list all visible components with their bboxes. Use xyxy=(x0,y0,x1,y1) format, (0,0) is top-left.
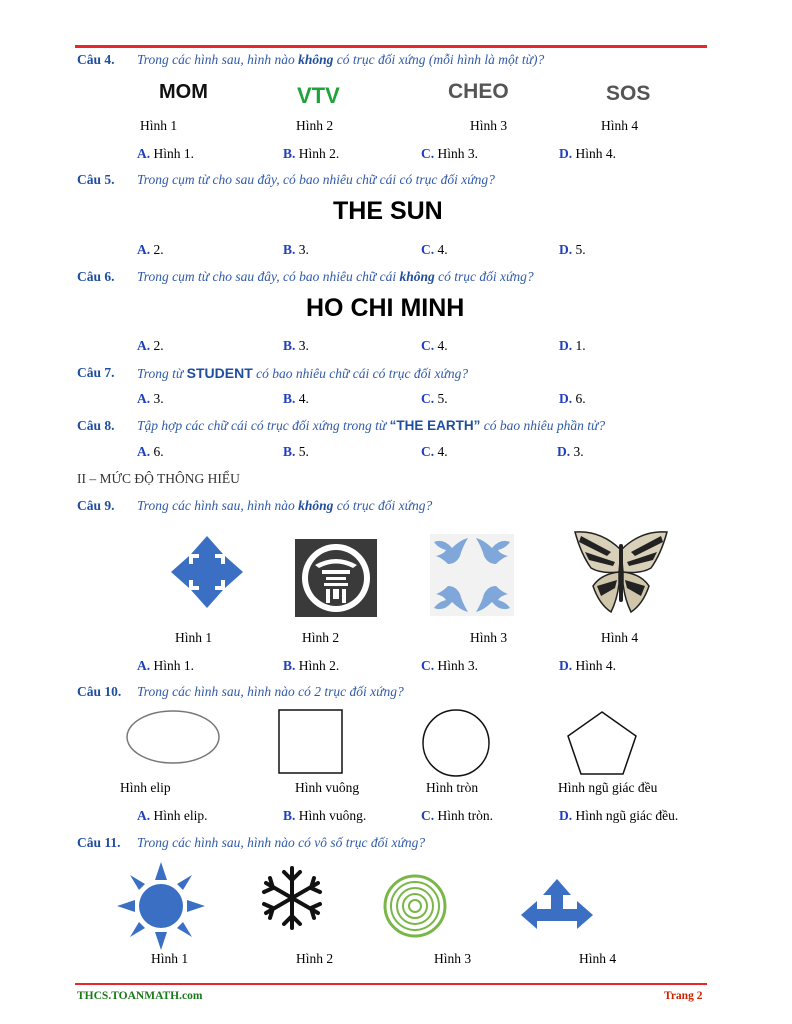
q5-option-c[interactable]: C. 4. xyxy=(421,242,448,257)
q4-caption-1: Hình 1 xyxy=(140,118,178,133)
q10-option-b[interactable]: B. Hình vuông. xyxy=(283,808,367,823)
q4-caption-2: Hình 2 xyxy=(296,118,334,133)
question-10-text: Trong các hình sau, hình nào có 2 trục đối xứng? xyxy=(137,684,404,699)
logo-vtv: VTV xyxy=(297,83,340,108)
q11-caption-2: Hình 2 xyxy=(296,951,334,966)
concentric-rings-icon xyxy=(383,874,447,938)
q8-option-a[interactable]: A. 6. xyxy=(137,444,164,459)
question-10-number: Câu 10. xyxy=(77,684,122,699)
q4-option-b[interactable]: B. Hình 2. xyxy=(283,146,340,161)
question-6-text: Trong cụm từ cho sau đây, có bao nhiêu chữ cái không có trục đối xứng? xyxy=(137,269,534,284)
question-4-number: Câu 4. xyxy=(77,52,115,67)
footer-rule xyxy=(75,983,707,985)
q10-option-c[interactable]: C. Hình tròn. xyxy=(421,808,493,823)
butterfly-icon xyxy=(571,530,671,614)
q9-option-d[interactable]: D. Hình 4. xyxy=(559,658,616,673)
q9-caption-3: Hình 3 xyxy=(470,630,508,645)
top-rule xyxy=(75,45,707,48)
square-shape xyxy=(278,709,344,775)
q6-option-d[interactable]: D. 1. xyxy=(559,338,586,353)
q9-option-b[interactable]: B. Hình 2. xyxy=(283,658,340,673)
q11-caption-3: Hình 3 xyxy=(434,951,472,966)
q5-option-a[interactable]: A. 2. xyxy=(137,242,164,257)
q10-option-a[interactable]: A. Hình elip. xyxy=(137,808,208,823)
q10-caption-square: Hình vuông xyxy=(295,780,360,795)
q6-option-b[interactable]: B. 3. xyxy=(283,338,309,353)
q6-option-c[interactable]: C. 4. xyxy=(421,338,448,353)
section-heading: II – MỨC ĐỘ THÔNG HIỂU xyxy=(77,471,240,486)
q4-option-a[interactable]: A. Hình 1. xyxy=(137,146,194,161)
four-birds-icon xyxy=(430,534,514,616)
q8-option-c[interactable]: C. 4. xyxy=(421,444,448,459)
q11-caption-4: Hình 4 xyxy=(579,951,617,966)
phrase-the-sun: THE SUN xyxy=(333,197,443,225)
q10-caption-pentagon: Hình ngũ giác đều xyxy=(558,780,658,795)
q5-option-b[interactable]: B. 3. xyxy=(283,242,309,257)
snowflake-icon xyxy=(258,864,326,932)
pentagon-shape xyxy=(566,710,638,776)
q10-caption-circle: Hình tròn xyxy=(426,780,479,795)
q9-caption-4: Hình 4 xyxy=(601,630,639,645)
q8-option-d[interactable]: D. 3. xyxy=(557,444,584,459)
q10-caption-ellipse: Hình elip xyxy=(120,780,171,795)
q10-option-d[interactable]: D. Hình ngũ giác đều. xyxy=(559,808,679,823)
question-11-number: Câu 11. xyxy=(77,835,121,850)
logo-mom: MOM xyxy=(159,81,208,103)
q11-caption-1: Hình 1 xyxy=(151,951,189,966)
q4-option-d[interactable]: D. Hình 4. xyxy=(559,146,616,161)
q9-caption-1: Hình 1 xyxy=(175,630,213,645)
q7-option-a[interactable]: A. 3. xyxy=(137,391,164,406)
three-way-arrow-icon xyxy=(521,879,593,937)
q7-option-d[interactable]: D. 6. xyxy=(559,391,586,406)
question-9-text: Trong các hình sau, hình nào không có trục đối xứng? xyxy=(137,498,433,513)
word-the-earth: “THE EARTH” xyxy=(389,418,481,433)
q9-option-c[interactable]: C. Hình 3. xyxy=(421,658,478,673)
circle-shape xyxy=(421,708,491,778)
question-5-number: Câu 5. xyxy=(77,172,115,187)
question-5-text: Trong cụm từ cho sau đây, có bao nhiêu chữ cái có trục đối xứng? xyxy=(137,172,495,187)
sun-icon xyxy=(117,862,205,950)
question-8-number: Câu 8. xyxy=(77,418,115,433)
logo-sos: SOS xyxy=(606,82,651,105)
logo-cheo: CHEO xyxy=(448,80,509,103)
phrase-ho-chi-minh: HO CHI MINH xyxy=(306,294,465,322)
q9-option-a[interactable]: A. Hình 1. xyxy=(137,658,194,673)
q5-option-d[interactable]: D. 5. xyxy=(559,242,586,257)
q4-option-c[interactable]: C. Hình 3. xyxy=(421,146,478,161)
q8-option-b[interactable]: B. 5. xyxy=(283,444,309,459)
question-8-text: Tập hợp các chữ cái có trục đối xứng trong từ “THE EARTH” có bao nhiêu phần tử? xyxy=(137,418,606,433)
q4-caption-4: Hình 4 xyxy=(601,118,639,133)
question-7-text: Trong từ STUDENT có bao nhiêu chữ cái có trục đối xứng? xyxy=(137,365,469,381)
footer-page-number: Trang 2 xyxy=(664,990,703,1002)
question-11-text: Trong các hình sau, hình nào có vô số trục đối xứng? xyxy=(137,835,426,850)
q7-option-b[interactable]: B. 4. xyxy=(283,391,309,406)
four-arrows-icon xyxy=(171,536,243,608)
word-student: STUDENT xyxy=(186,365,253,381)
q4-caption-3: Hình 3 xyxy=(470,118,508,133)
question-4-text: Trong các hình sau, hình nào không có trục đối xứng (mỗi hình là một từ)? xyxy=(137,52,545,67)
footer-site[interactable]: THCS.TOANMATH.com xyxy=(77,990,203,1002)
question-6-number: Câu 6. xyxy=(77,269,115,284)
question-9-number: Câu 9. xyxy=(77,498,115,513)
ellipse-shape xyxy=(125,709,221,765)
question-7-number: Câu 7. xyxy=(77,365,115,380)
q6-option-a[interactable]: A. 2. xyxy=(137,338,164,353)
q9-caption-2: Hình 2 xyxy=(302,630,340,645)
hanoi-emblem-icon xyxy=(295,539,377,617)
q7-option-c[interactable]: C. 5. xyxy=(421,391,448,406)
